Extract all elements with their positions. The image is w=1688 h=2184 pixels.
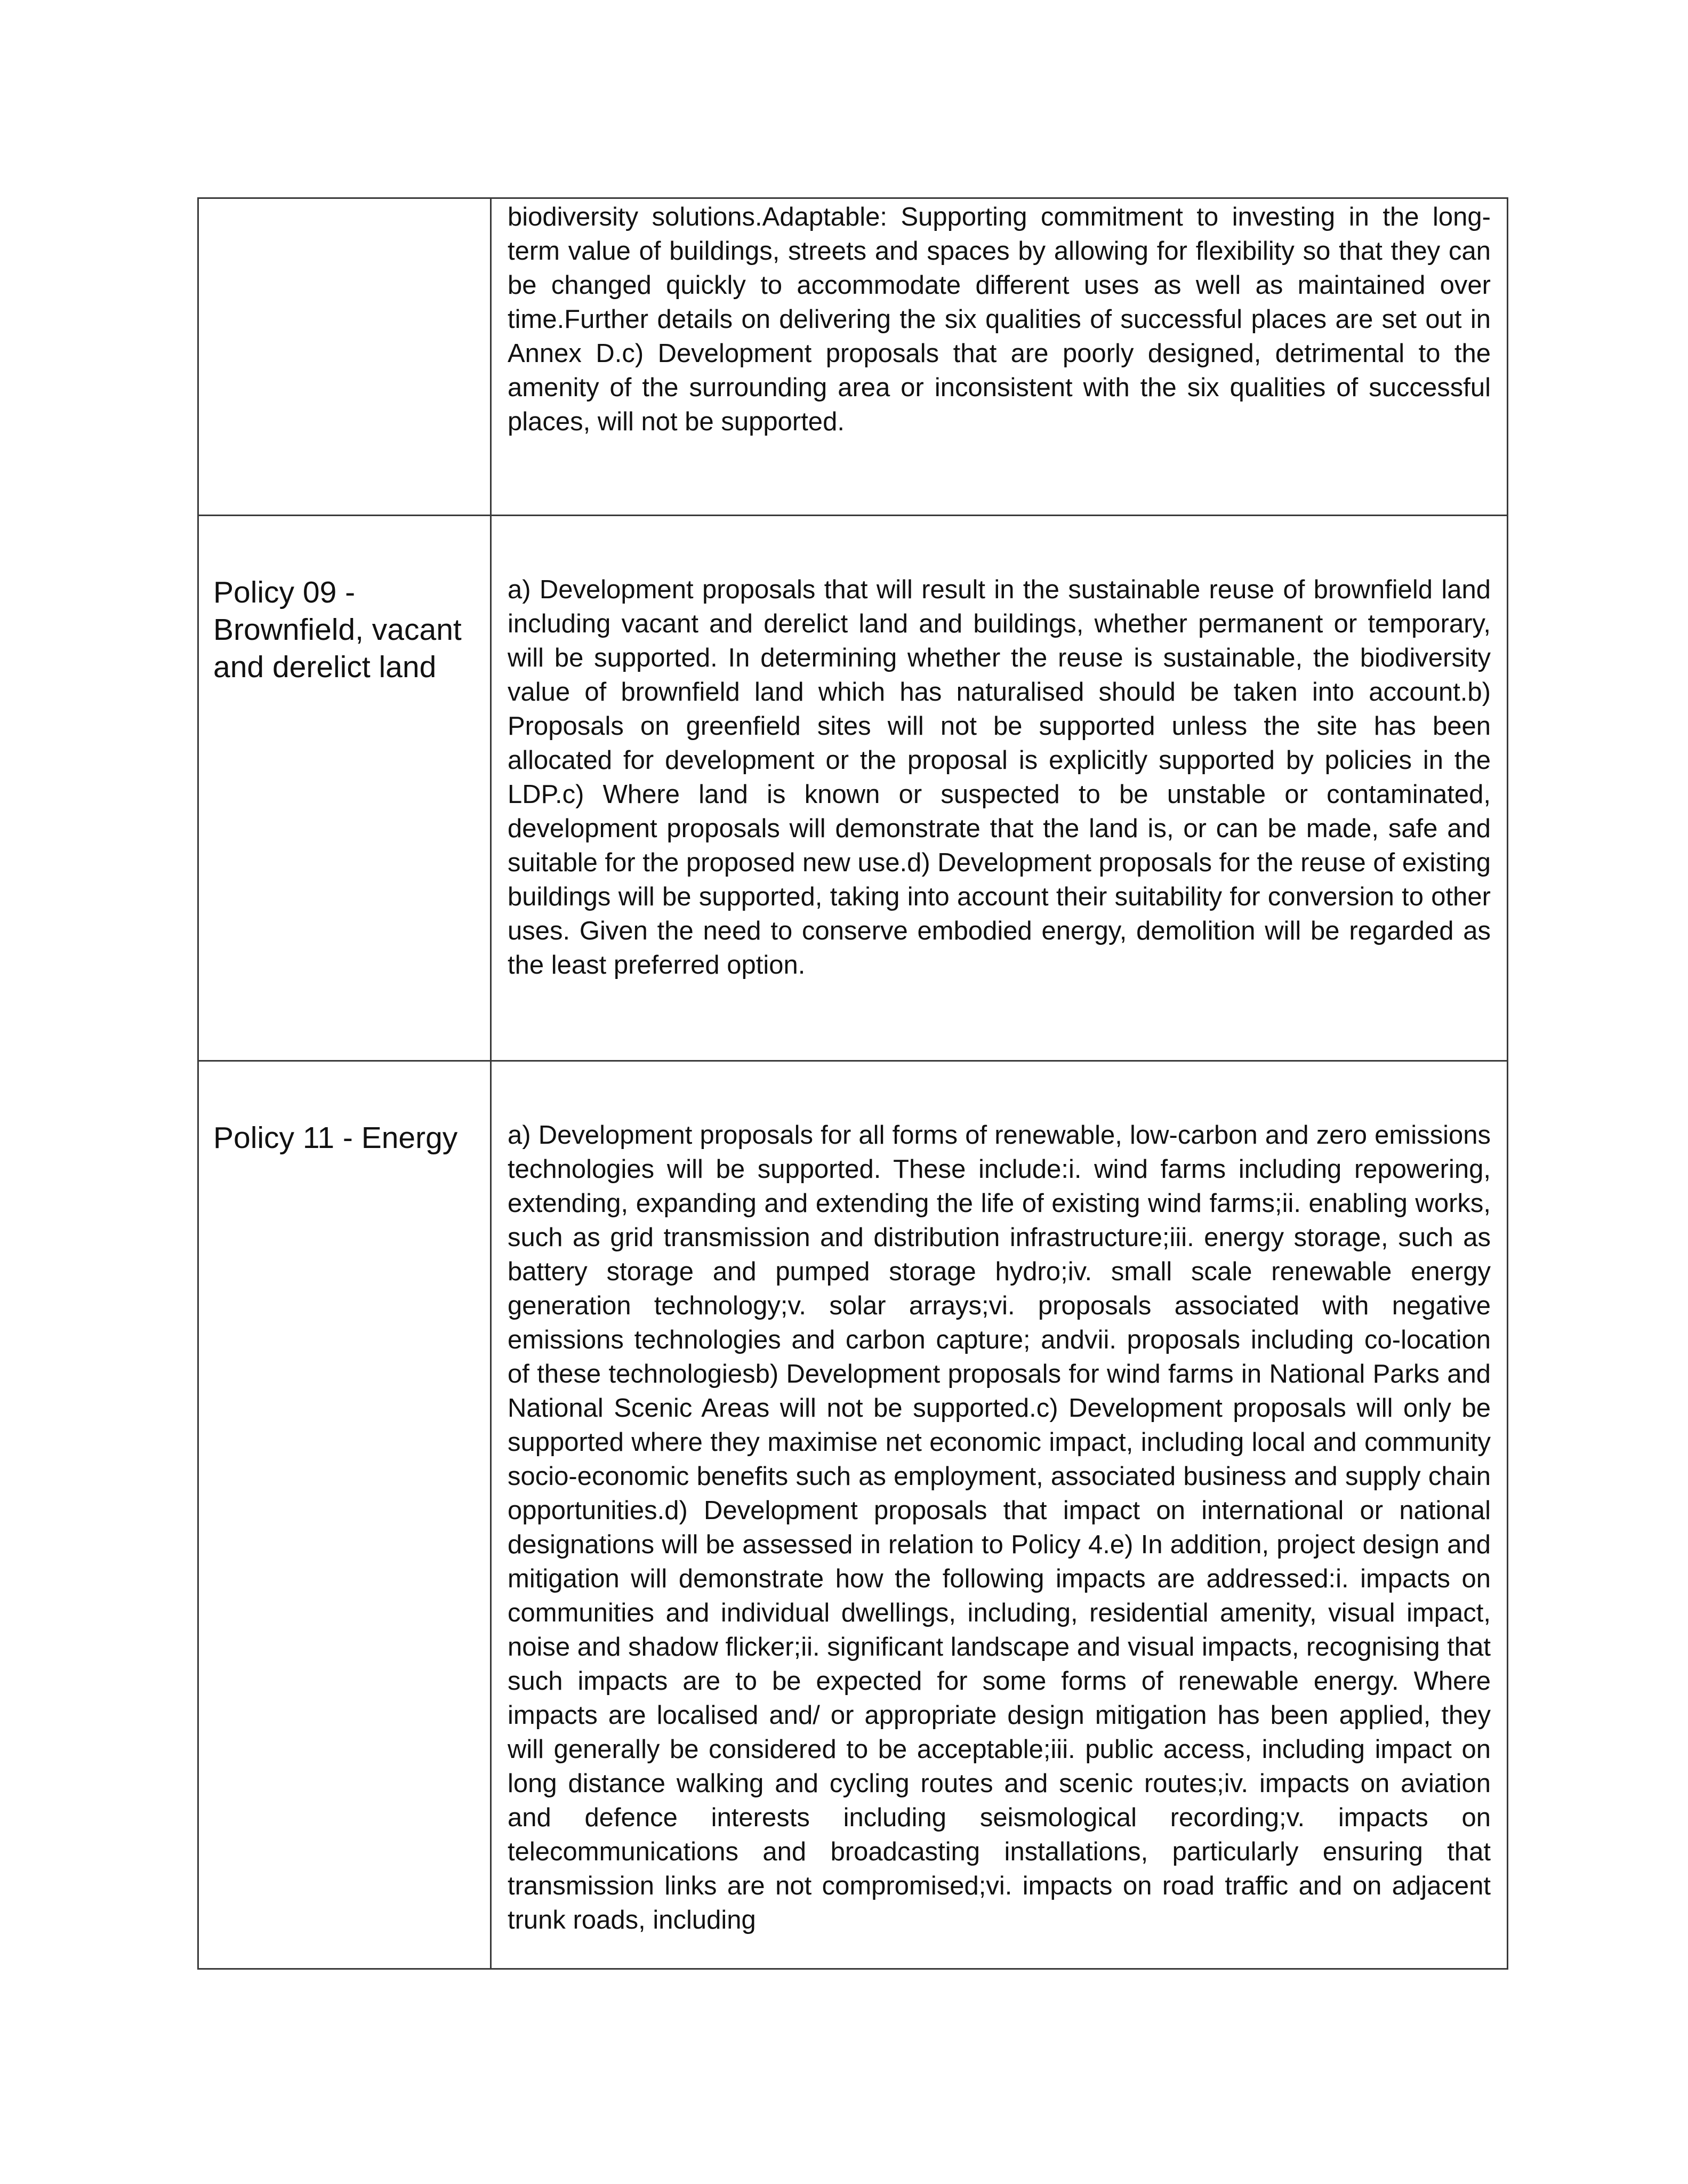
policy-text-cell [491, 198, 1508, 516]
policy-text: biodiversity solutions.Adaptable: Supporting commitment to investing in the long-term value of buildings, streets and spaces by allowing for flexibility so that they can be changed quickly to accommodate different uses as well as maintained over time.Further details on delivering the six qualities of successful places are set out in Annex D.c) Development proposals that are poorly designed, detrimental to the amenity of the surrounding area or inconsistent with the six qualities of successful places, will not be supported. [508, 203, 1491, 436]
policy-name-cell [198, 1061, 491, 1969]
policy-text: a) Development proposals that will result in the sustainable reuse of brownfield land including vacant and derelict land and buildings, whether permanent or temporary, will be supported. In determining whether the reuse is sustainable, the biodiversity value of brownfield land which has naturalised should be taken into account.b) Proposals on greenfield sites will not be supported unless the site has been allocated for development or the proposal is explicitly supported by policies in the LDP.c) Where land is known or suspected to be unstable or contaminated, development proposals will demonstrate that the land is, or can be made, safe and suitable for the proposed new use.d) Development proposals for the reuse of existing buildings will be supported, taking into account their suitability for conversion to other uses. Given the need to conserve embodied energy, demolition will be regarded as the least preferred option. [508, 575, 1491, 979]
policy-name: Policy 09 - Brownfield, vacant and derelict land [213, 575, 462, 684]
table-row [198, 516, 1508, 1061]
policy-name: Policy 11 - Energy [213, 1121, 458, 1155]
table-row [198, 1061, 1508, 1969]
policy-text: a) Development proposals for all forms of renewable, low-carbon and zero emissions technologies will be supported. These include:i. wind farms including repowering, extending, expanding and extending the life of existing wind farms;ii. enabling works, such as grid transmission and distribution infrastructure;iii. energy storage, such as battery storage and pumped storage hydro;iv. small scale renewable energy generation technology;v. solar arrays;vi. proposals associated with negative emissions technologies and carbon capture; andvii. proposals including co-location of these technologiesb) Development proposals for wind farms in National Parks and National Scenic Areas will not be supported.c) Development proposals will only be supported where they maximise net economic impact, including local and community socio-economic benefits such as employment, associated business and supply chain opportunities.d) Development proposals that impact on international or national designations will be assessed in relation to Policy 4.e) In addition, project design and mitigation will demonstrate how the following impacts are addressed:i. impacts on communities and individual dwellings, including, residential amenity, visual impact, noise and shadow flicker;ii. significant landscape and visual impacts, recognising that such impacts are to be expected for some forms of renewable energy. Where impacts are localised and/ or appropriate design mitigation has been applied, they will generally be considered to be acceptable;iii. public access, including impact on long distance walking and cycling routes and scenic routes;iv. impacts on aviation and defence interests including seismological recording;v. impacts on telecommunications and broadcasting installations, particularly ensuring that transmission links are not compromised;vi. impacts on road traffic and on adjacent trunk roads, including [508, 1121, 1491, 1934]
policy-name-cell [198, 516, 491, 1061]
policy-text-cell [491, 1061, 1508, 1969]
policy-name-cell [198, 198, 491, 516]
policy-table [197, 197, 1508, 1970]
table-row [198, 198, 1508, 516]
policy-text-cell [491, 516, 1508, 1061]
